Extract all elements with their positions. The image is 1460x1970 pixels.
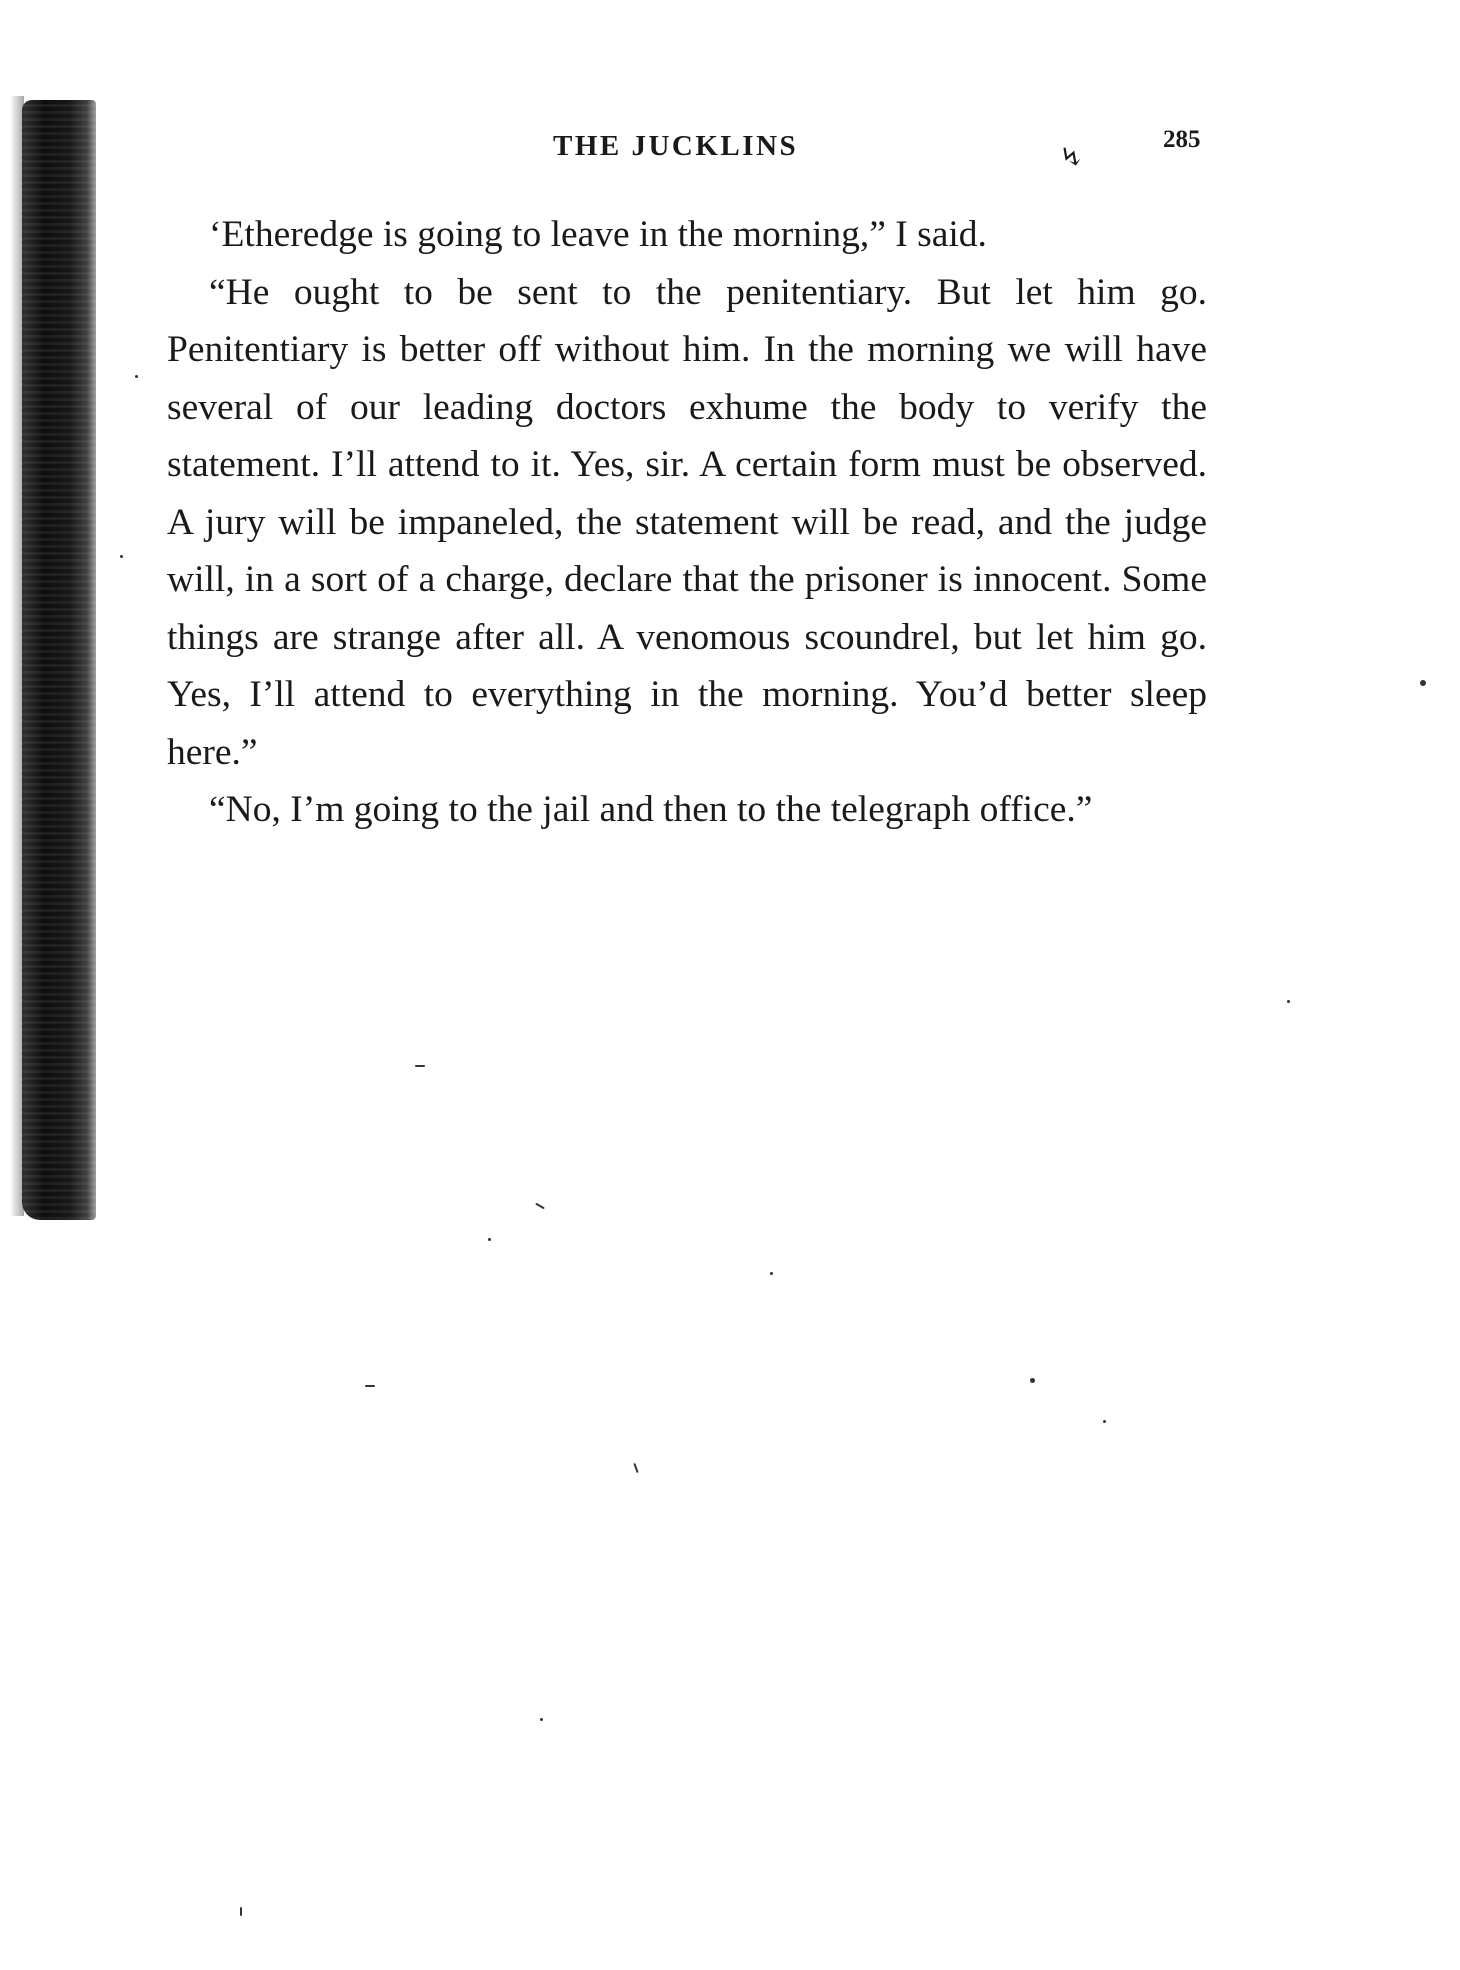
- pencil-mark-icon: ↯: [1055, 138, 1089, 177]
- page-number: 285: [1163, 126, 1201, 153]
- body-text: [167, 206, 1207, 839]
- paragraph: “No, I’m going to the jail and then to the telegraph office.”: [209, 789, 1093, 830]
- running-title: THE JUCKLINS: [553, 130, 799, 162]
- paragraph: ‘Etheredge is going to leave in the morning,” I said.: [209, 214, 987, 255]
- binding-shadow: [22, 100, 96, 1220]
- paragraph: “He ought to be sent to the penitentiary. But let him go. Penitentiary is better off without him. In the morning we will have several of our leading doctors exhume the body to verify the statement. I’ll attend to it. Yes, sir. A certain form must be observed. A jury will be impaneled, the statement will be read, and the judge will, in a sort of a charge, declare that the prisoner is innocent. Some things are strange after all. A venomous scoundrel, but let him go. Yes, I’ll attend to everything in the morning. You’d better sleep here.”: [167, 271, 1207, 773]
